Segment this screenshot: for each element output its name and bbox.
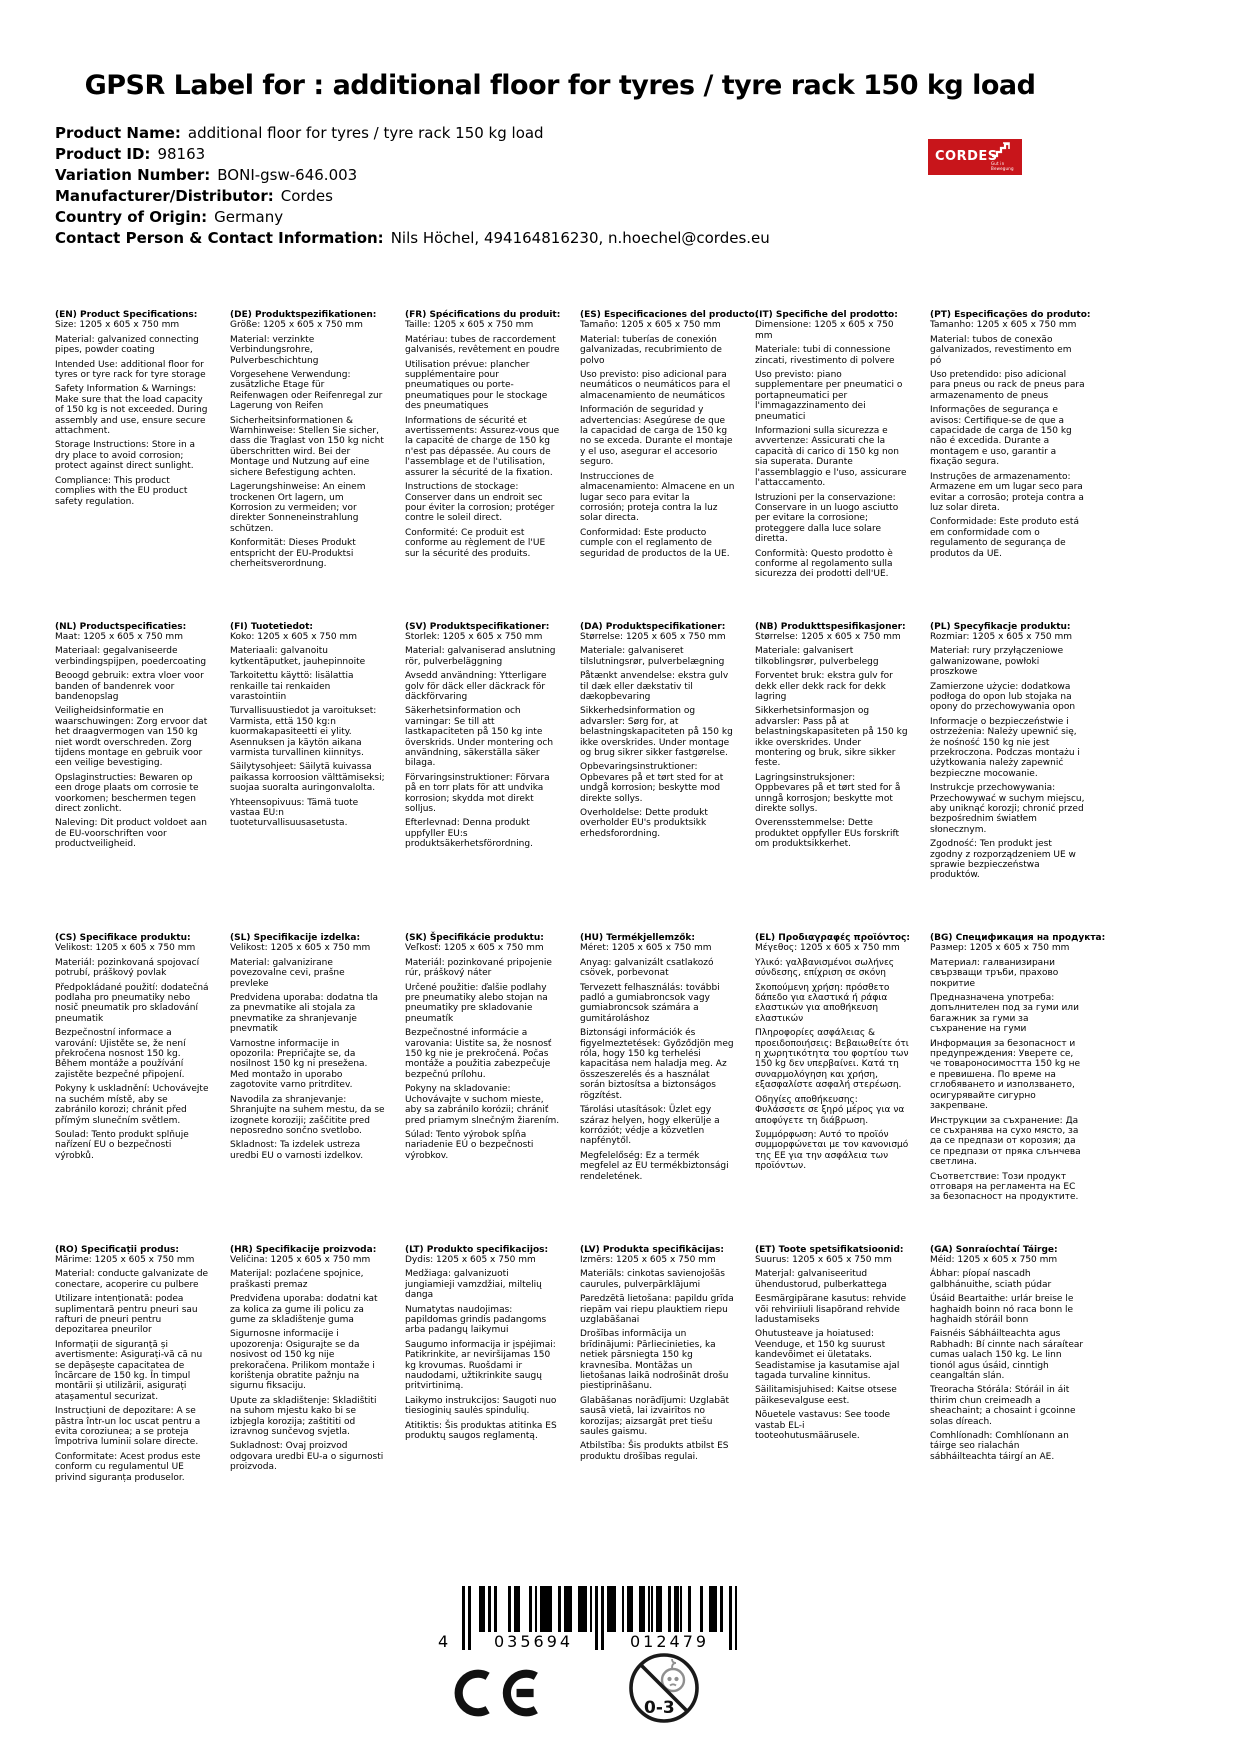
info-label: Manufacturer/Distributor: <box>55 187 274 205</box>
info-value: BONI-gsw-646.003 <box>217 166 358 184</box>
spec-paragraph: Saugumo informacija ir įspėjimai: Patikrinkite, ar neviršijamas 150 kg krovumas. Ruošdami ir naudodami, užtikrinkite saugų pritvirtinimą. <box>405 1339 556 1392</box>
spec-paragraph: Size: 1205 x 605 x 750 mm <box>55 320 180 331</box>
spec-paragraph: Tamaño: 1205 x 605 x 750 mm <box>580 320 721 331</box>
spec-paragraph: Numatytas naudojimas: papildomas grindis padangoms arba padangų laikymui <box>405 1304 547 1336</box>
spec-paragraph: Drošības informācija un brīdinājumi: Pārliecinieties, ka netiek pārsniegta 150 kg kravnesība. Montāžas un lietošanas laikā nodrošināt drošu piestiprināšanu. <box>580 1329 729 1392</box>
spec-paragraph: Veličina: 1205 x 605 x 750 mm <box>230 1254 371 1265</box>
spec-title: (EL) Προδιαγραφές προϊόντος: <box>755 933 910 943</box>
spec-title: (EN) Product Specifications: <box>55 310 198 320</box>
spec-paragraph: Soulad: Tento produkt splňuje nařízení EU o bezpečnosti výrobků. <box>55 1129 189 1161</box>
barcode-bar <box>529 1586 532 1632</box>
spec-paragraph: Konformität: Dieses Produkt entspricht der EU-Produktsi cherheitsverordnung. <box>230 538 356 569</box>
spec-paragraph: Materijal: pozlaćene spojnice, praškasti premaz <box>230 1269 364 1290</box>
spec-paragraph: Sikkerhetsinformasjon og advarsler: Pass på at belastningskapasiteten på 150 kg ikke overskrides. Under montering og bruk, sikre sikker feste. <box>755 706 908 769</box>
barcode-bar <box>468 1586 471 1650</box>
barcode-bar <box>488 1586 491 1632</box>
spec-paragraph: Informații de siguranță și avertismente: Asigurați-vă că nu se depășește capacitatea de încărcare de 150 kg. În timpul montării și utilizării, asigurați atașamentul securizat. <box>55 1339 203 1402</box>
barcode-bar <box>668 1586 671 1632</box>
spec-paragraph: Storlek: 1205 x 605 x 750 mm <box>405 631 543 642</box>
spec-paragraph: Lagringsinstruksjoner: Oppbevares på et tørt sted for å unngå korrosjon; beskytte mot direkte sollys. <box>755 772 901 814</box>
spec-title: (PT) Especificações do produto: <box>930 310 1091 320</box>
spec-paragraph: Säilytysohjeet: Säilytä kuivassa paikassa korroosion välttämiseksi; suojaa suoralta auringonvalolta. <box>230 762 385 794</box>
spec-paragraph: Efterlevnad: Denna produkt uppfyller EU:s produktsäkerhetsförordning. <box>405 818 533 850</box>
spec-paragraph: Größe: 1205 x 605 x 750 mm <box>230 320 363 331</box>
spec-paragraph: Beoogd gebruik: extra vloer voor banden of bandenrek voor bandenopslag <box>55 671 204 702</box>
barcode-bar <box>714 1586 717 1632</box>
spec-paragraph: Tamanho: 1205 x 605 x 750 mm <box>930 320 1077 331</box>
spec-title: (DA) Produktspecifikationer: <box>580 621 726 632</box>
spec-paragraph: Méid: 1205 x 605 x 750 mm <box>930 1254 1058 1265</box>
age-warning-label: 0-3 <box>644 1698 675 1718</box>
spec-title: (FR) Spécifications du produit: <box>405 310 561 320</box>
spec-paragraph: Předpokládané použití: dodatečná podlaha pro pneumatiky nebo nosič pneumatik pro skladování pneumatik <box>55 982 209 1024</box>
spec-paragraph: Avsedd användning: Ytterligare golv för däck eller däckrack för däckförvaring <box>405 671 547 702</box>
spec-paragraph: Størrelse: 1205 x 605 x 750 mm <box>755 631 901 642</box>
barcode-bar <box>595 1586 598 1650</box>
spec-paragraph: Atbilstība: Šis produkts atbilst ES produktu drošības regulai. <box>580 1441 729 1462</box>
spec-paragraph: Rozmiar: 1205 x 605 x 750 mm <box>930 631 1073 642</box>
product-info-row <box>55 144 770 165</box>
barcode-bar <box>549 1586 552 1632</box>
cordes-logo-tagline: Gut in Bewegung <box>991 161 1014 171</box>
barcode-bar <box>680 1586 683 1632</box>
spec-paragraph: Uso previsto: piano supplementare per pneumatici o portapneumatici per l'immagazzinamento dei pneumatici <box>755 370 903 422</box>
spec-paragraph: Storage Instructions: Store in a dry place to avoid corrosion; protect against direct sunlight. <box>55 440 196 472</box>
spec-block-hr <box>230 1245 385 1557</box>
barcode-bar <box>651 1586 654 1632</box>
spec-paragraph: Sikkerhedsinformation og advarsler: Sørg for, at belastningskapaciteten på 150 kg ikke overskrides. Under montage og brug sikrer sikker fastgørelse. <box>580 706 733 758</box>
spec-paragraph: Určené použitie: ďalšie podlahy pre pneumatiky alebo stojan na pneumatiky pre skladovanie pneumatík <box>405 982 548 1024</box>
spec-title: (ET) Toote spetsifikatsioonid: <box>755 1244 904 1255</box>
spec-paragraph: Informations de sécurité et avertissements: Assurez-vous que la capacité de charge de 150 kg n'est pas dépassée. Au cours de l'assemblage et de l'utilisation, assurer la sécurité de la fixation. <box>405 415 560 478</box>
spec-paragraph: Material: verzinkte Verbindungsrohre, Pulverbeschichtung <box>230 334 319 366</box>
info-value: Germany <box>214 208 284 226</box>
spec-paragraph: Zamierzone użycie: dodatkowa podłoga do opon lub stojaka na opony do przechowywania opon <box>930 681 1076 713</box>
spec-paragraph: Materiál: pozinkované pripojenie rúr, práškový náter <box>405 957 552 979</box>
spec-paragraph: Taille: 1205 x 605 x 750 mm <box>405 320 534 331</box>
spec-paragraph: Overholdelse: Dette produkt overholder EU's produktsikk erhedsforordning. <box>580 808 708 839</box>
spec-title: (SV) Produktspecifikationer: <box>405 621 550 632</box>
product-info-row <box>55 186 770 207</box>
specs-grid <box>55 310 1106 1556</box>
spec-paragraph: Treoracha Stórála: Stóráil in áit thirim chun creimeadh a sheachaint; a chosaint i gcoinne solas díreach. <box>930 1385 1076 1427</box>
spec-paragraph: Naleving: Dit product voldoet aan de EU-voorschriften voor productveiligheid. <box>55 818 207 850</box>
spec-paragraph: Material: tuberías de conexión galvanizadas, recubrimiento de polvo <box>580 334 722 366</box>
spec-paragraph: Ohutusteave ja hoiatused: Veenduge, et 150 kg suurust kandevõimet ei ületataks. Seadistamise ja kasutamise ajal tagada turvaline kinnitus. <box>755 1329 900 1381</box>
spec-paragraph: Conformitate: Acest produs este conform cu regulamentul UE privind siguranța produselor. <box>55 1451 201 1483</box>
spec-paragraph: Materiale: galvanisert tilkoblingsrør, pulverbelegg <box>755 646 879 667</box>
spec-title: (CS) Specifikace produktu: <box>55 933 191 943</box>
spec-paragraph: Размер: 1205 x 605 x 750 mm <box>930 943 1070 954</box>
spec-paragraph: Material: galvaniserad anslutning rör, pulverbeläggning <box>405 646 556 667</box>
spec-paragraph: Säilitamisjuhised: Kaitse otsese päikesevalguse eest. <box>755 1385 897 1406</box>
spec-paragraph: Materiale: galvaniseret tilslutningsrør, pulverbelægning <box>580 646 725 667</box>
spec-block-fr <box>405 310 560 622</box>
spec-paragraph: Glabāšanas norādījumi: Uzglabāt sausā vietā, lai izvairītos no korozijas; aizsargāt pret tiešu saules gaismu. <box>580 1395 729 1437</box>
spec-paragraph: Istruzioni per la conservazione: Conservare in un luogo asciutto per evitare la corrosione; proteggere dalla luce solare diretta. <box>755 492 899 545</box>
spec-title: (HR) Specifikacije proizvoda: <box>230 1244 377 1255</box>
spec-title: (ES) Especificaciones del producto: <box>580 310 759 320</box>
spec-paragraph: Sigurnosne informacije i upozorenja: Osigurajte se da nosivost od 150 kg nije prekoračena. Prilikom montaže i korištenja obratite pažnju na sigurnu fiksaciju. <box>230 1329 375 1392</box>
product-info-row <box>55 207 770 228</box>
barcode-bar <box>482 1586 485 1632</box>
spec-block-es <box>580 310 759 622</box>
spec-paragraph: Πληροφορίες ασφάλειας & προειδοποιήσεις: Βεβαιωθείτε ότι η χωρητικότητα του φορτίου των 150 kg δεν υπερβαίνει. Κατά τη συναρμολόγηση και χρήση, εξασφαλίστε ασφαλή στερέωση. <box>755 1028 909 1091</box>
spec-paragraph: Safety Information & Warnings: Make sure that the load capacity of 150 kg is not exceeded. During assembly and use, ensure secure attachment. <box>55 384 208 437</box>
spec-block-lt <box>405 1245 560 1557</box>
spec-paragraph: Materiaal: gegalvaniseerde verbindingspijpen, poedercoating <box>55 646 207 667</box>
info-label: Product ID: <box>55 145 151 163</box>
spec-block-fi <box>230 622 385 934</box>
spec-paragraph: Izmērs: 1205 x 605 x 750 mm <box>580 1254 716 1265</box>
spec-paragraph: Informações de segurança e avisos: Certifique-se de que a capacidade de carga de 150 kg não é excedida. Durante a montagem e uso, garantir a fixação segura. <box>930 405 1072 468</box>
spec-paragraph: Material: tubos de conexão galvanizados, revestimento em pó <box>930 334 1072 366</box>
product-info-row <box>55 123 770 144</box>
spec-paragraph: Material: galvanized connecting pipes, powder coating <box>55 334 199 356</box>
spec-paragraph: Informazioni sulla sicurezza e avvertenze: Assicurati che la capacità di carico di 150 kg non sia superata. Durante l'assemblaggio e l'uso, assicurare l'attaccamento. <box>755 426 907 489</box>
cordes-logo-text: CORDES <box>935 149 998 164</box>
spec-paragraph: Turvallisuustiedot ja varoitukset: Varmista, että 150 kg:n kuormakapasiteetti ei ylity. Asennuksen ja käytön aikana varmista turvallinen kiinnitys. <box>230 706 377 758</box>
spec-block-el <box>755 933 910 1245</box>
spec-paragraph: Pokyny na skladovanie: Uchovávajte v suchom mieste, aby sa zabránilo korózii; chrániť pred priamym slnečným žiarením. <box>405 1084 560 1126</box>
info-value: 98163 <box>157 145 206 163</box>
spec-paragraph: Varnostne informacije in opozorila: Prepričajte se, da nosilnost 150 kg ni presežena. Med montažo in uporabo zagotovite varno pritrditev. <box>230 1038 368 1091</box>
barcode-bar <box>462 1586 465 1650</box>
spec-paragraph: Lagerungshinweise: An einem trockenen Ort lagern, um Korrosion zu vermeiden; vor direkter Sonneneinstrahlung schützen. <box>230 482 366 534</box>
barcode-first-digit: 4 <box>438 1632 449 1651</box>
spec-paragraph: Conformità: Questo prodotto è conforme al regolamento sulla sicurezza dei prodotti dell'UE. <box>755 548 893 580</box>
barcode-bar <box>494 1586 497 1632</box>
spec-block-pl <box>930 622 1085 934</box>
spec-paragraph: Предназначена употреба: допълнителен под за гуми или багажник за гуми за съхранение на гуми <box>930 993 1079 1035</box>
spec-block-nb <box>755 622 910 934</box>
spec-paragraph: Utilizare intenționată: podea suplimentară pentru pneuri sau rafturi de pneuri pentru depozitarea pneurilor <box>55 1294 198 1336</box>
spec-paragraph: Инструкции за съхранение: Да се съхранява на сухо място, за да се предпази от корозия; да се предпази от пряка слънчева светлина. <box>930 1115 1081 1168</box>
spec-paragraph: Intended Use: additional floor for tyres or tyre rack for tyre storage <box>55 359 206 381</box>
spec-paragraph: Ábhar: píopaí nascadh galbhánuithe, sciath púdar <box>930 1269 1052 1290</box>
spec-block-hu <box>580 933 735 1245</box>
spec-paragraph: Съответствие: Този продукт отговаря на регламента на ЕС за безопасност на продуктите. <box>930 1171 1079 1203</box>
spec-block-it <box>755 310 910 622</box>
spec-paragraph: Opslaginstructies: Bewaren op een droge plaats om corrosie te voorkomen; beschermen tegen direct zonlicht. <box>55 772 199 814</box>
info-label: Contact Person & Contact Information: <box>55 229 384 247</box>
spec-paragraph: Paredzētā lietošana: papildu grīda riepām vai riepu plauktiem riepu uzglabāšanai <box>580 1294 734 1325</box>
spec-paragraph: Koko: 1205 x 605 x 750 mm <box>230 631 358 642</box>
spec-paragraph: Materiał: rury przyłączeniowe galwanizowane, powłoki proszkowe <box>930 646 1064 678</box>
spec-paragraph: Størrelse: 1205 x 605 x 750 mm <box>580 631 726 642</box>
spec-paragraph: Úsáid Beartaithe: urlár breise le haghaidh boinn nó raca bonn le haghaidh stóráil bonn <box>930 1294 1074 1325</box>
spec-paragraph: Vorgesehene Verwendung: zusätzliche Etage für Reifenwagen oder Reifenregal zur Lagerung von Reifen <box>230 370 383 412</box>
spec-paragraph: Tárolási utasítások: Üzlet egy száraz helyen, hogy elkerülje a korróziót; védje a közvetlen napfénytől. <box>580 1105 720 1147</box>
spec-paragraph: Sicherheitsinformationen & Warnhinweise: Stellen Sie sicher, dass die Traglast von 150 kg nicht überschritten wird. Bei der Montage und Nutzung auf eine sichere Befestigung achten. <box>230 415 384 478</box>
spec-paragraph: Påtænkt anvendelse: ekstra gulv til dæk eller dækstativ til dækopbevaring <box>580 671 729 702</box>
spec-paragraph: Material: galvanizirane povezovalne cevi, prašne prevleke <box>230 957 345 989</box>
cordes-logo <box>928 139 1022 175</box>
spec-paragraph: Instrucciones de almacenamiento: Almacene en un lugar seco para evitar la corrosión; proteja contra la luz solar directa. <box>580 471 735 524</box>
barcode-bar <box>590 1586 593 1632</box>
spec-paragraph: Skladnost: Ta izdelek ustreza uredbi EU o varnosti izdelkov. <box>230 1140 364 1161</box>
spec-paragraph: Μέγεθος: 1205 x 605 x 750 mm <box>755 943 900 954</box>
spec-paragraph: Conformité: Ce produit est conforme au règlement de l'UE sur la sécurité des produits. <box>405 527 546 559</box>
age-warning-icon <box>626 1650 702 1726</box>
spec-block-et <box>755 1245 910 1557</box>
spec-paragraph: Súlad: Tento výrobok spĺňa nariadenie EÚ o bezpečnosti výrobkov. <box>405 1129 534 1161</box>
barcode-bar <box>569 1586 572 1632</box>
spec-paragraph: Anyag: galvanizált csatlakozó csövek, porbevonat <box>580 957 714 979</box>
spec-block-ro <box>55 1245 210 1557</box>
spec-paragraph: Eesmärgipärane kasutus: rehvide või rehviriiuli lisapõrand rehvide ladustamiseks <box>755 1294 907 1325</box>
spec-paragraph: Nõuetele vastavus: See toode vastab EL-i tooteohutusmäärusele. <box>755 1410 891 1441</box>
barcode-bar <box>729 1586 732 1650</box>
spec-paragraph: Tarkoitettu käyttö: lisälattia renkaille tai renkaiden varastointiin <box>230 671 354 702</box>
spec-paragraph: Mărime: 1205 x 605 x 750 mm <box>55 1254 195 1265</box>
spec-title: (BG) Спецификация на продукта: <box>930 933 1106 943</box>
spec-paragraph: Forventet bruk: ekstra gulv for dekk eller dekk rack for dekk lagring <box>755 671 893 702</box>
barcode-bar <box>613 1586 616 1632</box>
spec-paragraph: Zgodność: Ten produkt jest zgodny z rozporządzeniem UE w sprawie bezpieczeństwa produktów. <box>930 839 1076 881</box>
spec-paragraph: Instruções de armazenamento: Armazene em um lugar seco para evitar a corrosão; proteja contra a luz solar direta. <box>930 471 1084 513</box>
info-value: Cordes <box>280 187 333 205</box>
spec-title: (NL) Productspecificaties: <box>55 621 187 632</box>
spec-paragraph: Bezpečnostné informácie a varovania: Uistite sa, že nosnosť 150 kg nie je prekročená. Počas montáže a použitia zabezpečuje bezpečnú prílohu. <box>405 1028 552 1080</box>
barcode-bar <box>601 1586 604 1650</box>
spec-paragraph: Instrucțiuni de depozitare: A se păstra într-un loc uscat pentru a evita coroziunea; a se proteja împotriva luminii solare directe. <box>55 1406 201 1448</box>
product-info-row <box>55 165 770 186</box>
info-label: Country of Origin: <box>55 208 208 226</box>
spec-paragraph: Biztonsági információk és figyelmeztetések: Győződjön meg róla, hogy 150 kg terhelési kapacitása nem haladja meg. Az összeszerelés és a használat során biztosítsa a biztonságos rögzítést. <box>580 1028 734 1101</box>
spec-block-ga <box>930 1245 1085 1557</box>
spec-paragraph: Upute za skladištenje: Skladištiti na suhom mjestu kako bi se izbjegla korozija; zaštititi od izravnog sunčevog svjetla. <box>230 1395 377 1437</box>
spec-paragraph: Säkerhetsinformation och varningar: Se till att lastkapaciteten på 150 kg inte överskrids. Under montering och användning, säkerställa säker bilaga. <box>405 706 554 769</box>
spec-title: (HU) Termékjellemzők: <box>580 933 696 943</box>
spec-paragraph: Bezpečnostní informace a varování: Ujistěte se, že není překročena nosnost 150 kg. Během montáže a používání zajistěte bezpečné připojení. <box>55 1028 186 1080</box>
spec-paragraph: Medžiaga: galvanizuoti jungiamieji vamzdžiai, miltelių danga <box>405 1269 542 1301</box>
spec-paragraph: Информация за безопасност и предупреждения: Уверете се, че товароносимостта 150 kg не е превишена. По време на сглобяването и използването, осигурявайте сигурно закрепване. <box>930 1038 1081 1112</box>
spec-paragraph: Instrukcje przechowywania: Przechowywać w suchym miejscu, aby uniknąć korozji; chronić przed bezpośrednim światłem słonecznym. <box>930 783 1085 835</box>
spec-paragraph: Instructions de stockage: Conserver dans un endroit sec pour éviter la corrosion; protéger contre le soleil direct. <box>405 482 555 524</box>
info-label: Product Name: <box>55 124 181 142</box>
spec-paragraph: Conformidad: Este producto cumple con el reglamento de seguridad de productos de la UE. <box>580 527 730 559</box>
spec-block-cs <box>55 933 210 1245</box>
spec-paragraph: Velikost: 1205 x 605 x 750 mm <box>55 943 196 954</box>
spec-paragraph: Overensstemmelse: Dette produktet oppfyller EUs forskrift om produktsikkerhet. <box>755 818 900 850</box>
product-info-block <box>55 123 770 249</box>
spec-title: (GA) Sonraíochtaí Táirge: <box>930 1244 1058 1255</box>
spec-paragraph: Materiaali: galvanoitu kytkentäputket, jauhepinnoite <box>230 646 366 667</box>
spec-title: (RO) Specificații produs: <box>55 1244 179 1255</box>
spec-title: (NB) Produkttspesifikasjoner: <box>755 621 906 632</box>
barcode-bar <box>508 1586 511 1632</box>
spec-paragraph: Dimensione: 1205 x 605 x 750 mm <box>755 320 894 341</box>
spec-paragraph: Méret: 1205 x 605 x 750 mm <box>580 943 712 954</box>
spec-paragraph: Materiale: tubi di connessione zincati, rivestimento di polvere <box>755 345 895 366</box>
spec-paragraph: Matériau: tubes de raccordement galvanisés, revêtement en poudre <box>405 334 560 356</box>
barcode-bar <box>517 1586 520 1632</box>
spec-title: (FI) Tuotetiedot: <box>230 621 314 632</box>
ce-mark-icon <box>452 1662 544 1724</box>
spec-paragraph: Uso previsto: piso adicional para neumáticos o neumáticos para el almacenamiento de neumáticos <box>580 370 731 401</box>
spec-paragraph: Información de seguridad y advertencias: Asegúrese de que la capacidad de carga de 150 kg no se exceda. Durante el montaje y el uso, asegurar el accesorio seguro. <box>580 405 733 468</box>
barcode-bar <box>630 1586 633 1632</box>
spec-block-da <box>580 622 735 934</box>
spec-paragraph: Veiligheidsinformatie en waarschuwingen: Zorg ervoor dat het draagvermogen van 150 kg niet wordt overschreden. Zorg tijdens montage en gebruik voor een veilige bevestiging. <box>55 706 208 769</box>
spec-block-en <box>55 310 210 622</box>
spec-paragraph: Υλικό: γαλβανισμένοι σωλήνες σύνδεσης, επίχριση σε σκόνη <box>755 957 895 979</box>
barcode-right-group: 012479 <box>630 1632 710 1651</box>
spec-paragraph: Tervezett felhasználás: további padló a gumiabroncsok vagy gumiabroncsok számára a gumitároláshoz <box>580 982 720 1024</box>
spec-paragraph: Velikost: 1205 x 605 x 750 mm <box>230 943 371 954</box>
spec-block-sl <box>230 933 385 1245</box>
spec-title: (DE) Produktspezifikationen: <box>230 310 377 320</box>
barcode-bar <box>584 1586 587 1632</box>
spec-paragraph: Οδηγίες αποθήκευσης: Φυλάσσετε σε ξηρό μέρος για να αποφύγετε τη διάβρωση. <box>755 1094 905 1126</box>
spec-paragraph: Σκοπούμενη χρήση: πρόσθετο δάπεδο για ελαστικά ή ράφια ελαστικών για αποθήκευση ελαστικών <box>755 982 890 1024</box>
spec-paragraph: Conformidade: Este produto está em conformidade com o regulamento de segurança de produtos da UE. <box>930 517 1079 559</box>
spec-title: (IT) Specifiche del prodotto: <box>755 310 898 320</box>
stairs-arrow-icon <box>990 142 1012 158</box>
spec-paragraph: Opbevaringsinstruktioner: Opbevares på et tørt sted for at undgå korrosion; beskytte mod direkte sollys. <box>580 762 724 804</box>
spec-paragraph: Utilisation prévue: plancher supplémentaire pour pneumatiques ou porte-pneumatiques pour le stockage des pneumatiques <box>405 359 548 412</box>
spec-paragraph: Материал: галванизирани свързващи тръби, прахово покритие <box>930 957 1059 989</box>
barcode-bar <box>688 1586 691 1632</box>
spec-title: (SL) Specifikacije izdelka: <box>230 933 361 943</box>
barcode-bar <box>720 1586 723 1632</box>
product-info-row <box>55 228 770 249</box>
spec-paragraph: Informacje o bezpieczeństwie i ostrzeżenia: Należy upewnić się, że nośność 150 kg nie jest przekroczona. Podczas montażu i użytkowania należy zapewnić bezpieczne mocowanie. <box>930 716 1080 779</box>
info-value: additional floor for tyres / tyre rack 150 kg load <box>187 124 544 142</box>
spec-block-bg <box>930 933 1106 1245</box>
barcode-bar <box>642 1586 645 1632</box>
barcode <box>438 1586 740 1656</box>
spec-paragraph: Förvaringsinstruktioner: Förvara på en torr plats för att undvika korrosion; skydda mot direkt solljus. <box>405 772 550 814</box>
spec-paragraph: Uso pretendido: piso adicional para pneus ou rack de pneus para armazenamento de pneus <box>930 370 1085 401</box>
spec-paragraph: Sukladnost: Ovaj proizvod odgovara uredbi EU-a o sigurnosti proizvoda. <box>230 1441 384 1473</box>
spec-paragraph: Navodila za shranjevanje: Shranjujte na suhem mestu, da se izognete koroziji; zaščitite pred neposredno sončno svetlobo. <box>230 1094 385 1136</box>
barcode-bar <box>535 1586 538 1632</box>
spec-paragraph: Compliance: This product complies with the EU product safety regulation. <box>55 475 188 507</box>
spec-paragraph: Veľkosť: 1205 x 605 x 750 mm <box>405 943 544 954</box>
spec-block-pt <box>930 310 1091 622</box>
spec-block-sk <box>405 933 560 1245</box>
spec-block-lv <box>580 1245 735 1557</box>
baby-face-icon <box>662 1659 684 1691</box>
spec-paragraph: Faisnéis Sábháilteachta agus Rabhadh: Bí cinnte nach sáraítear cumas ualach 150 kg. Le linn tionól agus úsáid, cinntigh ceangaltán slán. <box>930 1329 1084 1381</box>
spec-paragraph: Materiál: pozinkovaná spojovací potrubí, práškový povlak <box>55 957 200 979</box>
barcode-bar <box>558 1586 561 1632</box>
spec-paragraph: Yhteensopivuus: Tämä tuote vastaa EU:n tuoteturvallisuusasetusta. <box>230 797 359 829</box>
spec-paragraph: Maat: 1205 x 605 x 750 mm <box>55 631 183 642</box>
spec-title: (LV) Produkta specifikācijas: <box>580 1244 724 1255</box>
spec-paragraph: Συμμόρφωση: Αυτό το προϊόν συμμορφώνεται με τον κανονισμό της ΕΕ για την ασφάλεια των προϊόντων. <box>755 1129 909 1172</box>
barcode-bar <box>700 1586 703 1632</box>
spec-block-nl <box>55 622 210 934</box>
spec-paragraph: Materjal: galvaniseeritud ühendustorud, pulberkattega <box>755 1269 887 1290</box>
spec-paragraph: Atitiktis: Šis produktas atitinka ES produktų saugos reglamentą. <box>405 1420 557 1441</box>
spec-paragraph: Dydis: 1205 x 605 x 750 mm <box>405 1254 536 1265</box>
spec-paragraph: Material: conducte galvanizate de conectare, acoperire cu pulbere <box>55 1269 209 1290</box>
spec-block-de <box>230 310 385 622</box>
info-value: Nils Höchel, 494164816230, n.hoechel@cordes.eu <box>390 229 770 247</box>
spec-block-sv <box>405 622 560 934</box>
spec-paragraph: Predviđena uporaba: dodatni kat za kolica za gume ili policu za gume za skladištenje guma <box>230 1294 378 1325</box>
spec-title: (PL) Specyfikacje produktu: <box>930 621 1071 632</box>
info-label: Variation Number: <box>55 166 211 184</box>
spec-title: (LT) Produkto specifikacijos: <box>405 1244 549 1255</box>
spec-paragraph: Suurus: 1205 x 605 x 750 mm <box>755 1254 892 1265</box>
barcode-bar <box>622 1586 625 1632</box>
spec-title: (SK) Špecifikácie produktu: <box>405 933 544 943</box>
spec-paragraph: Comhlíonadh: Comhlíonann an táirge seo rialachán sábháilteachta táirgí an AE. <box>930 1431 1069 1462</box>
barcode-bar <box>659 1586 662 1632</box>
spec-paragraph: Materiāls: cinkotas savienojošās caurules, pulverpārklājumi <box>580 1269 725 1290</box>
spec-paragraph: Pokyny k uskladnění: Uchovávejte na suchém místě, aby se zabránilo korozi; chránit před přímým slunečním světlem. <box>55 1084 209 1126</box>
spec-paragraph: Laikymo instrukcijos: Saugoti nuo tiesioginių saulės spindulių. <box>405 1395 557 1417</box>
page-title: GPSR Label for : additional floor for tyres / tyre rack 150 kg load <box>84 70 1036 101</box>
barcode-left-group: 035694 <box>494 1632 574 1651</box>
barcode-bar <box>735 1586 738 1650</box>
spec-paragraph: Megfelelőség: Ez a termék megfelel az EU termékbiztonsági rendeletének. <box>580 1150 729 1182</box>
spec-paragraph: Predvidena uporaba: dodatna tla za pnevmatike ali stojala za pnevmatike za shranjevanje pnevmatik <box>230 993 379 1035</box>
